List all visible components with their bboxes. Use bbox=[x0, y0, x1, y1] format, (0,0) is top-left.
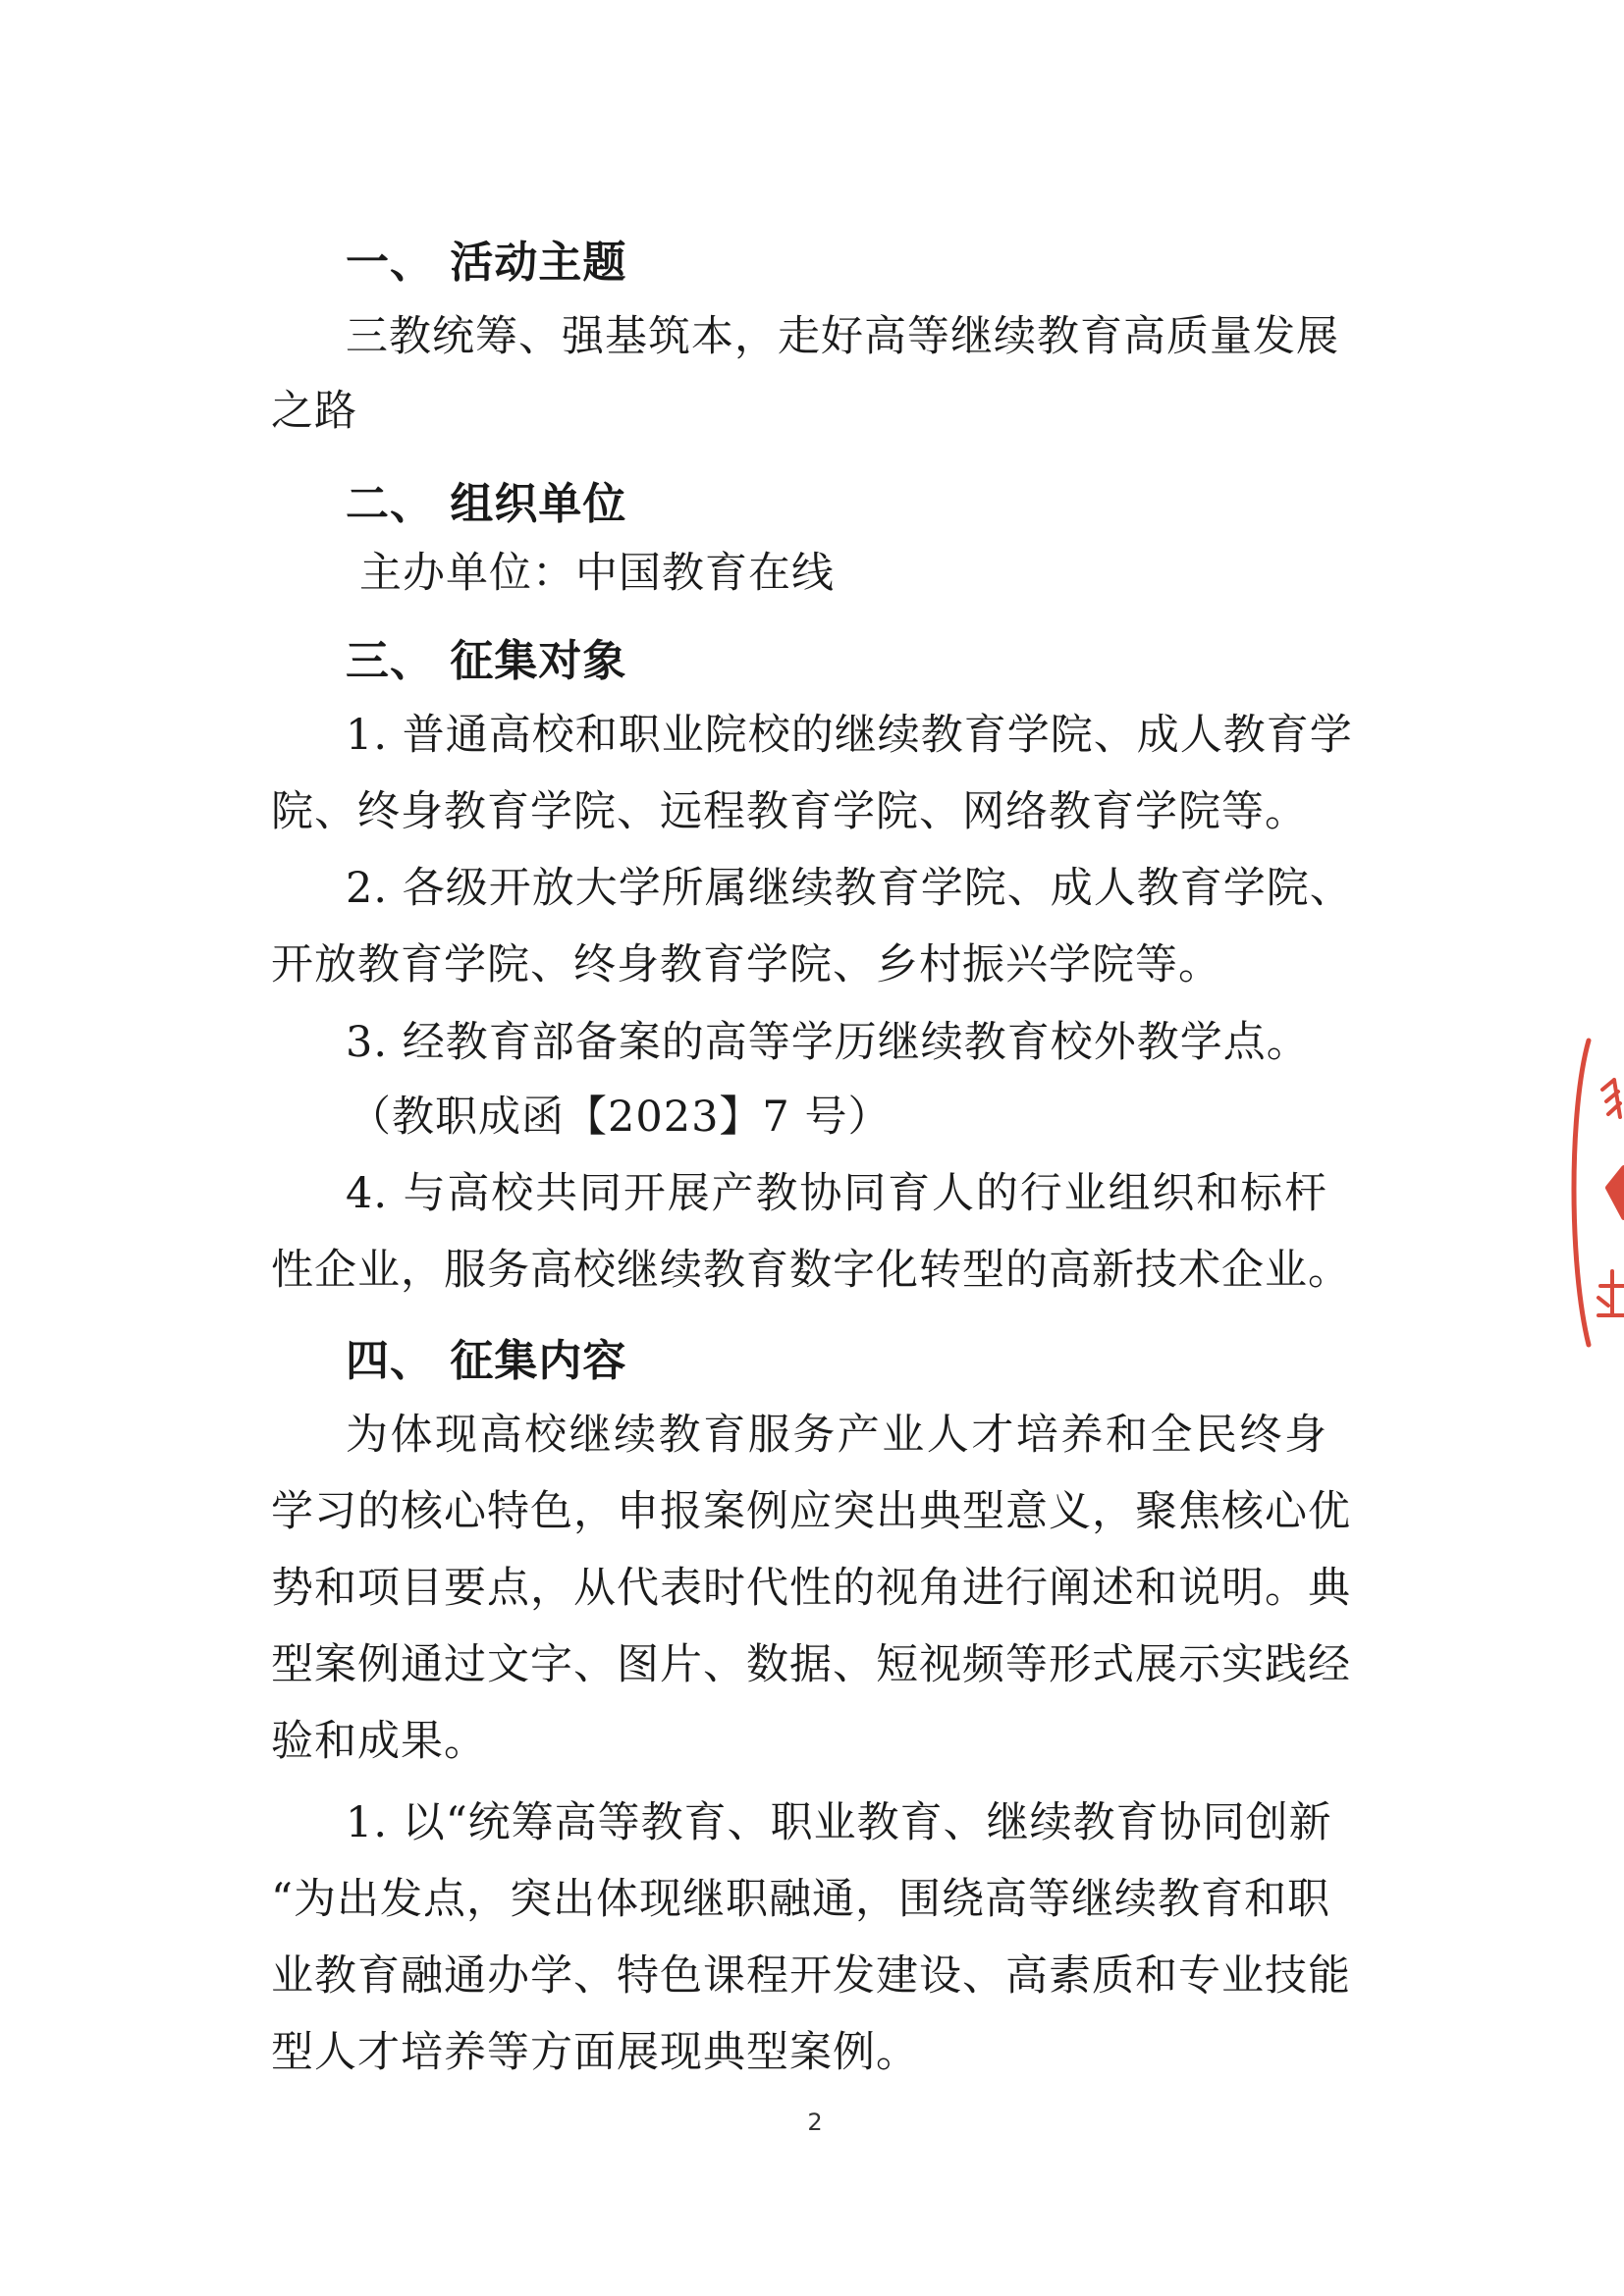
section-heading-content: 四、 征集内容 bbox=[346, 1336, 627, 1386]
seal-ring-arc bbox=[1574, 1041, 1589, 1345]
content-item-1-line-3: 业教育融通办学、特色课程开发建设、高素质和专业技能 bbox=[271, 1951, 1351, 2001]
page-number: 2 bbox=[807, 2109, 823, 2136]
content-item-1-line-4: 型人才培养等方面展现典型案例。 bbox=[271, 2028, 919, 2077]
target-item-4-line-2: 性企业，服务高校继续教育数字化转型的高新技术企业。 bbox=[271, 1246, 1351, 1295]
target-item-1-line-1: 1. 普通高校和职业院校的继续教育学院、成人教育学 bbox=[346, 711, 1353, 760]
content-para-1-line-1: 为体现高校继续教育服务产业人才培养和全民终身 bbox=[346, 1411, 1327, 1460]
seal-glyph-bottom bbox=[1598, 1271, 1624, 1315]
content-para-1-line-3: 势和项目要点，从代表时代性的视角进行阐述和说明。典 bbox=[271, 1564, 1351, 1613]
content-para-1-line-4: 型案例通过文字、图片、数据、短视频等形式展示实践经 bbox=[271, 1640, 1351, 1689]
content-para-1-line-5: 验和成果。 bbox=[271, 1717, 487, 1766]
theme-line-1: 三教统筹、强基筑本，走好高等继续教育高质量发展 bbox=[346, 312, 1339, 361]
section-heading-targets: 三、 征集对象 bbox=[346, 636, 627, 686]
seal-glyph-top bbox=[1602, 1080, 1620, 1117]
organizer-line: 主办单位：中国教育在线 bbox=[359, 549, 835, 598]
content-para-1-line-2: 学习的核心特色，申报案例应突出典型意义，聚焦核心优 bbox=[271, 1487, 1351, 1536]
target-item-3-line-1: 3. 经教育部备案的高等学历继续教育校外教学点。 bbox=[346, 1018, 1310, 1067]
target-item-2-line-1: 2. 各级开放大学所属继续教育学院、成人教育学院、 bbox=[346, 864, 1353, 913]
target-item-3-line-2: （教职成函【2023】7 号） bbox=[349, 1093, 892, 1142]
section-heading-theme: 一、 活动主题 bbox=[346, 238, 627, 288]
official-seal-fragment bbox=[1569, 1021, 1624, 1374]
target-item-1-line-2: 院、终身教育学院、远程教育学院、网络教育学院等。 bbox=[271, 787, 1308, 836]
target-item-2-line-2: 开放教育学院、终身教育学院、乡村振兴学院等。 bbox=[271, 940, 1221, 989]
content-item-1-line-1: 1. 以“统筹高等教育、职业教育、继续教育协同创新 bbox=[346, 1798, 1332, 1847]
content-item-1-line-2: “为出发点，突出体现继职融通，围绕高等继续教育和职 bbox=[271, 1875, 1330, 1924]
theme-line-2: 之路 bbox=[271, 387, 357, 436]
section-heading-organizer: 二、 组织单位 bbox=[346, 479, 627, 529]
target-item-4-line-1: 4. 与高校共同开展产教协同育人的行业组织和标杆 bbox=[346, 1169, 1327, 1218]
seal-star bbox=[1608, 1168, 1624, 1217]
